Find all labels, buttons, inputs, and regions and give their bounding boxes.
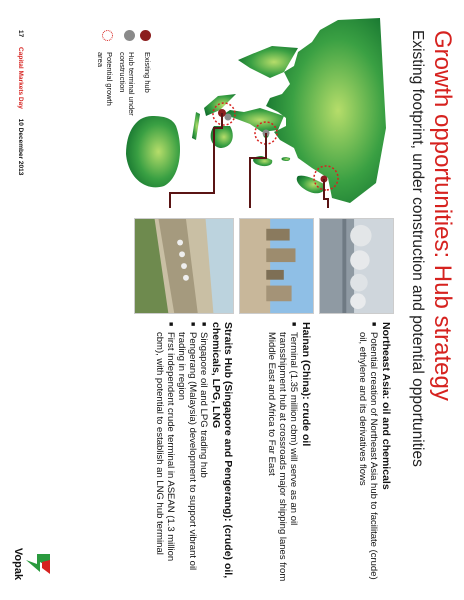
footer-event: Capital Markets Day (17, 47, 24, 109)
footer (17, 30, 24, 175)
vopak-logo-icon (24, 540, 54, 588)
map-legend (92, 30, 152, 122)
taiwan-shape (281, 157, 290, 161)
australia-shape (126, 116, 180, 187)
logo-text: Vopak (12, 547, 24, 581)
section-heading: Straits Hub (Singapore and Pengerang): (crude) oil, chemicals, LPG, LNG (210, 322, 234, 579)
legend-existing-label: Existing hub (143, 52, 152, 93)
connector-hainan (250, 133, 266, 208)
photo-hainan (239, 218, 314, 314)
section-hainan (266, 322, 312, 587)
asia-map (120, 8, 390, 208)
bullet-item: ■ Pengerang (Malaysia) development to support vibrant oil trading in region (176, 322, 198, 587)
section-heading: Hainan (China): crude oil (300, 322, 312, 447)
bullet-item: ■ Terminal (1.35 million cbm) will serve as an oil transshipment hub at crossroads major shipping lanes from Middle East and Africa to Far East (266, 322, 299, 587)
mainland-asia-shape (266, 18, 386, 203)
photo-straits (134, 218, 234, 314)
slide-subtitle: Existing footprint, under construction and potential opportunities (409, 30, 426, 467)
vopak-logo (8, 540, 54, 588)
construction-hub-icon (124, 30, 136, 46)
legend-construction-label: Hub terminal under construction (118, 52, 136, 116)
hub-pengerang-construction (225, 114, 232, 121)
growth-area-icon (102, 30, 114, 46)
legend-growth (96, 30, 114, 122)
bullet-item: ■ First independent crude terminal in ASEAN (1.3 million cbm), with potential to establish an LNG hub terminal (154, 322, 176, 587)
existing-hub-icon (140, 30, 152, 46)
slide-title: Growth opportunities: Hub strategy (429, 30, 456, 401)
legend-existing (140, 30, 152, 122)
section-northeast-asia (357, 322, 392, 587)
bullet-item: ■ Potential creation of Northeast Asia hub to facilitate (crude) oil, ethylene and its derivatives flows (357, 322, 379, 587)
bullet-item: ■ Singapore oil and LPG trading hub (198, 322, 209, 587)
page-number: 17 (17, 30, 24, 38)
connector-northeast-asia (324, 179, 328, 208)
photo-northeast-asia (319, 218, 394, 314)
section-straits (154, 322, 234, 587)
section-heading: Northeast Asia: oil and chemicals (380, 322, 392, 490)
footer-date: 10 December 2013 (17, 118, 24, 176)
legend-growth-label: Potential growth area (96, 52, 114, 106)
java-shape (192, 112, 200, 140)
legend-construction (118, 30, 136, 122)
